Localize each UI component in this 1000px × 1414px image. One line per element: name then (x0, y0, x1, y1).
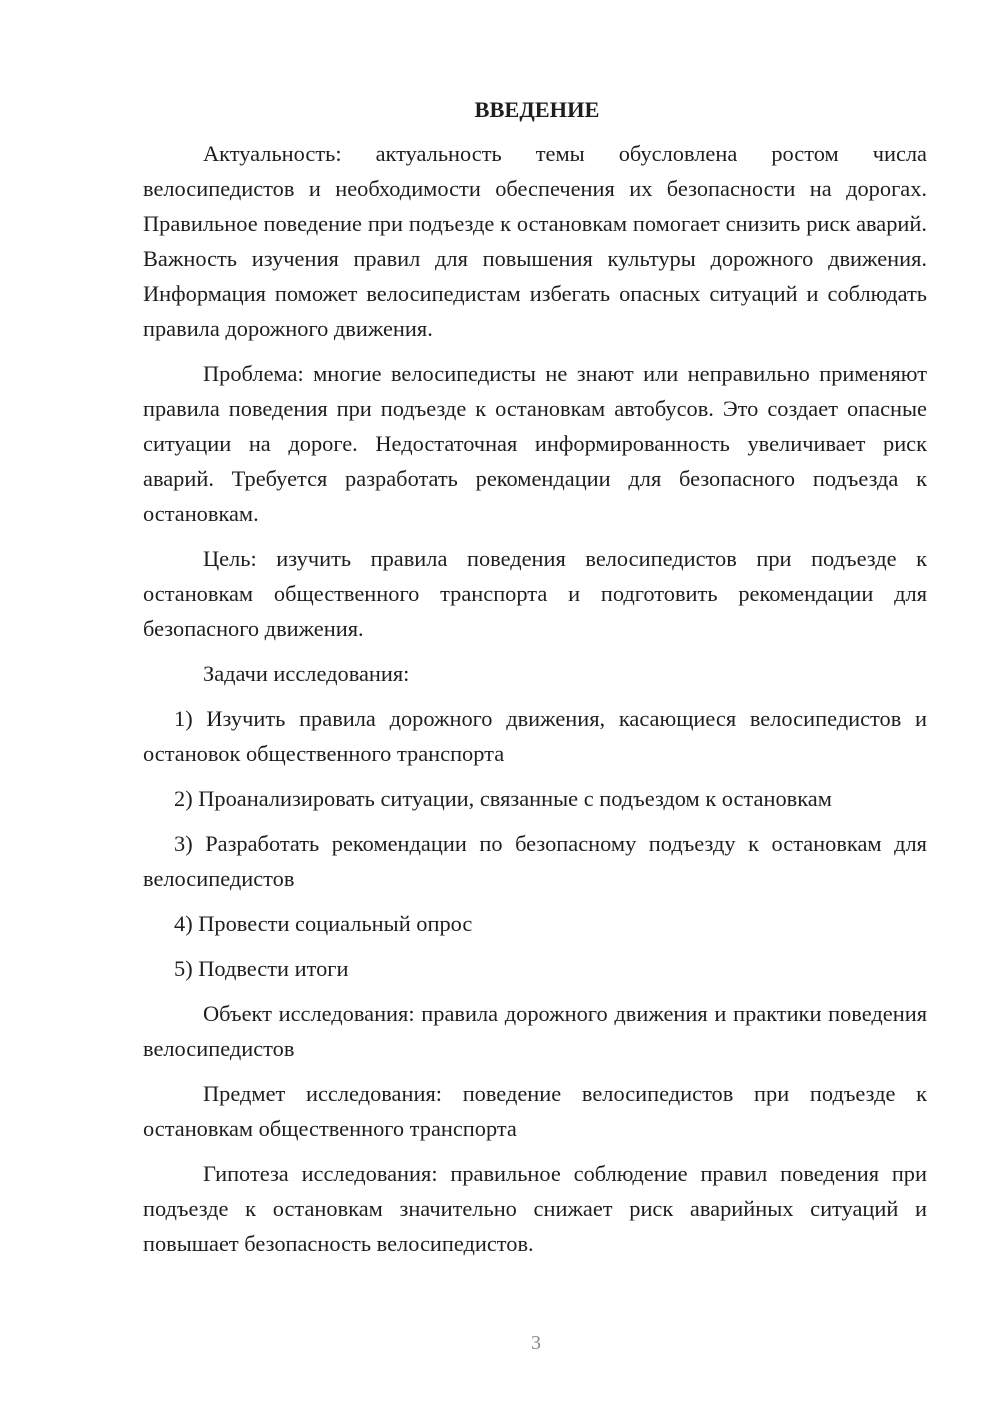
page-number: 3 (531, 1332, 541, 1354)
relevance-paragraph: Актуальность: актуальность темы обусловлена ростом числа велосипедистов и необходимости обеспечения их безопасности на дорогах. Правильное поведение при подъезде к остановкам помогает снизить риск аварий. Важность изучения правил для повышения культуры дорожного движения. Информация поможет велосипедистам избегать опасных ситуаций и соблюдать правила дорожного движения. (143, 141, 927, 341)
subject-paragraph: Предмет исследования: поведение велосипедистов при подъезде к остановкам общественного транспорта (143, 1081, 927, 1141)
object-paragraph: Объект исследования: правила дорожного движения и практики поведения велосипедистов (143, 1001, 927, 1061)
task-item: 3) Разработать рекомендации по безопасному подъезду к остановкам для велосипедистов (143, 831, 927, 891)
section-heading: ВВЕДЕНИЕ (474, 97, 600, 122)
document-body (143, 93, 927, 1271)
goal-paragraph: Цель: изучить правила поведения велосипедистов при подъезде к остановкам общественного транспорта и подготовить рекомендации для безопасного движения. (143, 546, 927, 641)
task-item: 5) Подвести итоги (174, 956, 349, 981)
problem-paragraph: Проблема: многие велосипедисты не знают или неправильно применяют правила поведения при подъезде к остановкам автобусов. Это создает опасные ситуации на дороге. Недостаточная информированность увеличивает риск аварий. Требуется разработать рекомендации для безопасного подъезда к остановкам. (143, 361, 927, 526)
task-item: 4) Провести социальный опрос (174, 911, 473, 936)
task-item: 2) Проанализировать ситуации, связанные с подъездом к остановкам (174, 786, 832, 811)
task-item: 1) Изучить правила дорожного движения, касающиеся велосипедистов и остановок общественного транспорта (143, 706, 927, 766)
hypothesis-paragraph: Гипотеза исследования: правильное соблюдение правил поведения при подъезде к остановкам значительно снижает риск аварийных ситуаций и повышает безопасность велосипедистов. (143, 1161, 927, 1256)
tasks-title: Задачи исследования: (203, 661, 410, 686)
